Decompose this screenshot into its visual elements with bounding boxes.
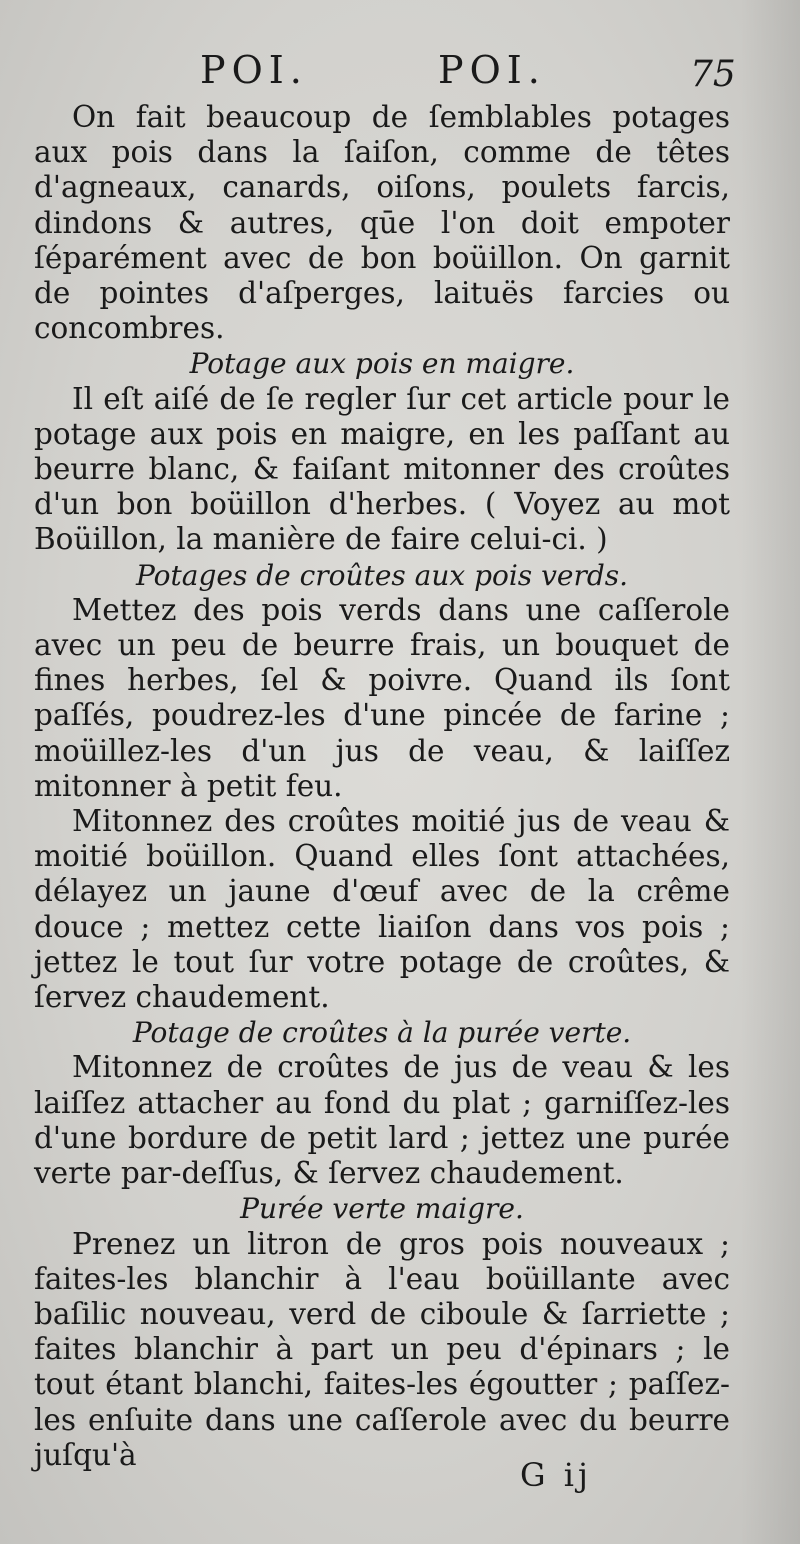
running-head-right: POI. xyxy=(438,48,546,92)
heading-potages-de-croutes-aux-pois-verds: Potages de croûtes aux pois verds. xyxy=(135,558,629,592)
running-head-left: POI. xyxy=(200,48,308,92)
heading-puree-verte-maigre: Purée verte maigre. xyxy=(240,1192,524,1226)
paragraph-pois-verds: Mettez des pois verds dans une caſſerole avec un peu de beurre frais, un bouquet de fines herbes, ſel & poivre. Quand ils ſont paſſés, poudrez-les d'une pincée de farine ; moüillez-les d'un jus de veau, & laiſſez mitonner à petit feu. xyxy=(34,592,730,803)
paragraph-potage-maigre: Il eſt aiſé de ſe regler ſur cet article pour le potage aux pois en maigre, en les paſſant au beurre blanc, & faiſant mitonner des croûtes d'un bon boüillon d'herbes. ( Voyez au mot Boüillon, la manière de faire celui-ci. ) xyxy=(34,381,730,557)
paragraph-stuffed-meats: On fait beaucoup de ſemblables potages aux pois dans la ſaiſon, comme de têtes d'agneaux, canards, oiſons, poulets farcis, dindons & autres, qūe l'on doit empoter ſéparément avec de bon boüillon. On garnit de pointes d'aſperges, laituës farcies ou concombres. xyxy=(34,100,730,346)
heading-potage-aux-pois-en-maigre: Potage aux pois en maigre. xyxy=(189,347,575,381)
body-text xyxy=(34,100,730,1473)
paragraph-puree-verte: Mitonnez de croûtes de jus de veau & les laiſſez attacher au fond du plat ; garniſſez-les d'une bordure de petit lard ; jettez une purée verte par-deſſus, & ſervez chaudement. xyxy=(34,1050,730,1191)
heading-puree-verte: Potage de croûtes à la purée verte. xyxy=(132,1016,632,1050)
running-head xyxy=(0,48,800,108)
paragraph-mitonnez-croutes: Mitonnez des croûtes moitié jus de veau & moitié boüillon. Quand elles ſont attachées, délayez un jaune d'œuf avec de la crême douce ; mettez cette liaiſon dans vos pois ; jettez le tout ſur votre potage de croûtes, & ſervez chaudement. xyxy=(34,804,730,1015)
paragraph-puree-maigre: Prenez un litron de gros pois nouveaux ; faites-les blanchir à l'eau boüillante avec baſilic nouveau, verd de ciboule & ſarriette ; faites blanchir à part un peu d'épinars ; le tout étant blanchi, faites-les égoutter ; paſſez-les enſuite dans une caſſerole avec du beurre juſqu'à xyxy=(34,1226,730,1472)
page-number: 75 xyxy=(690,54,736,95)
signature-mark: G ij xyxy=(520,1456,592,1494)
